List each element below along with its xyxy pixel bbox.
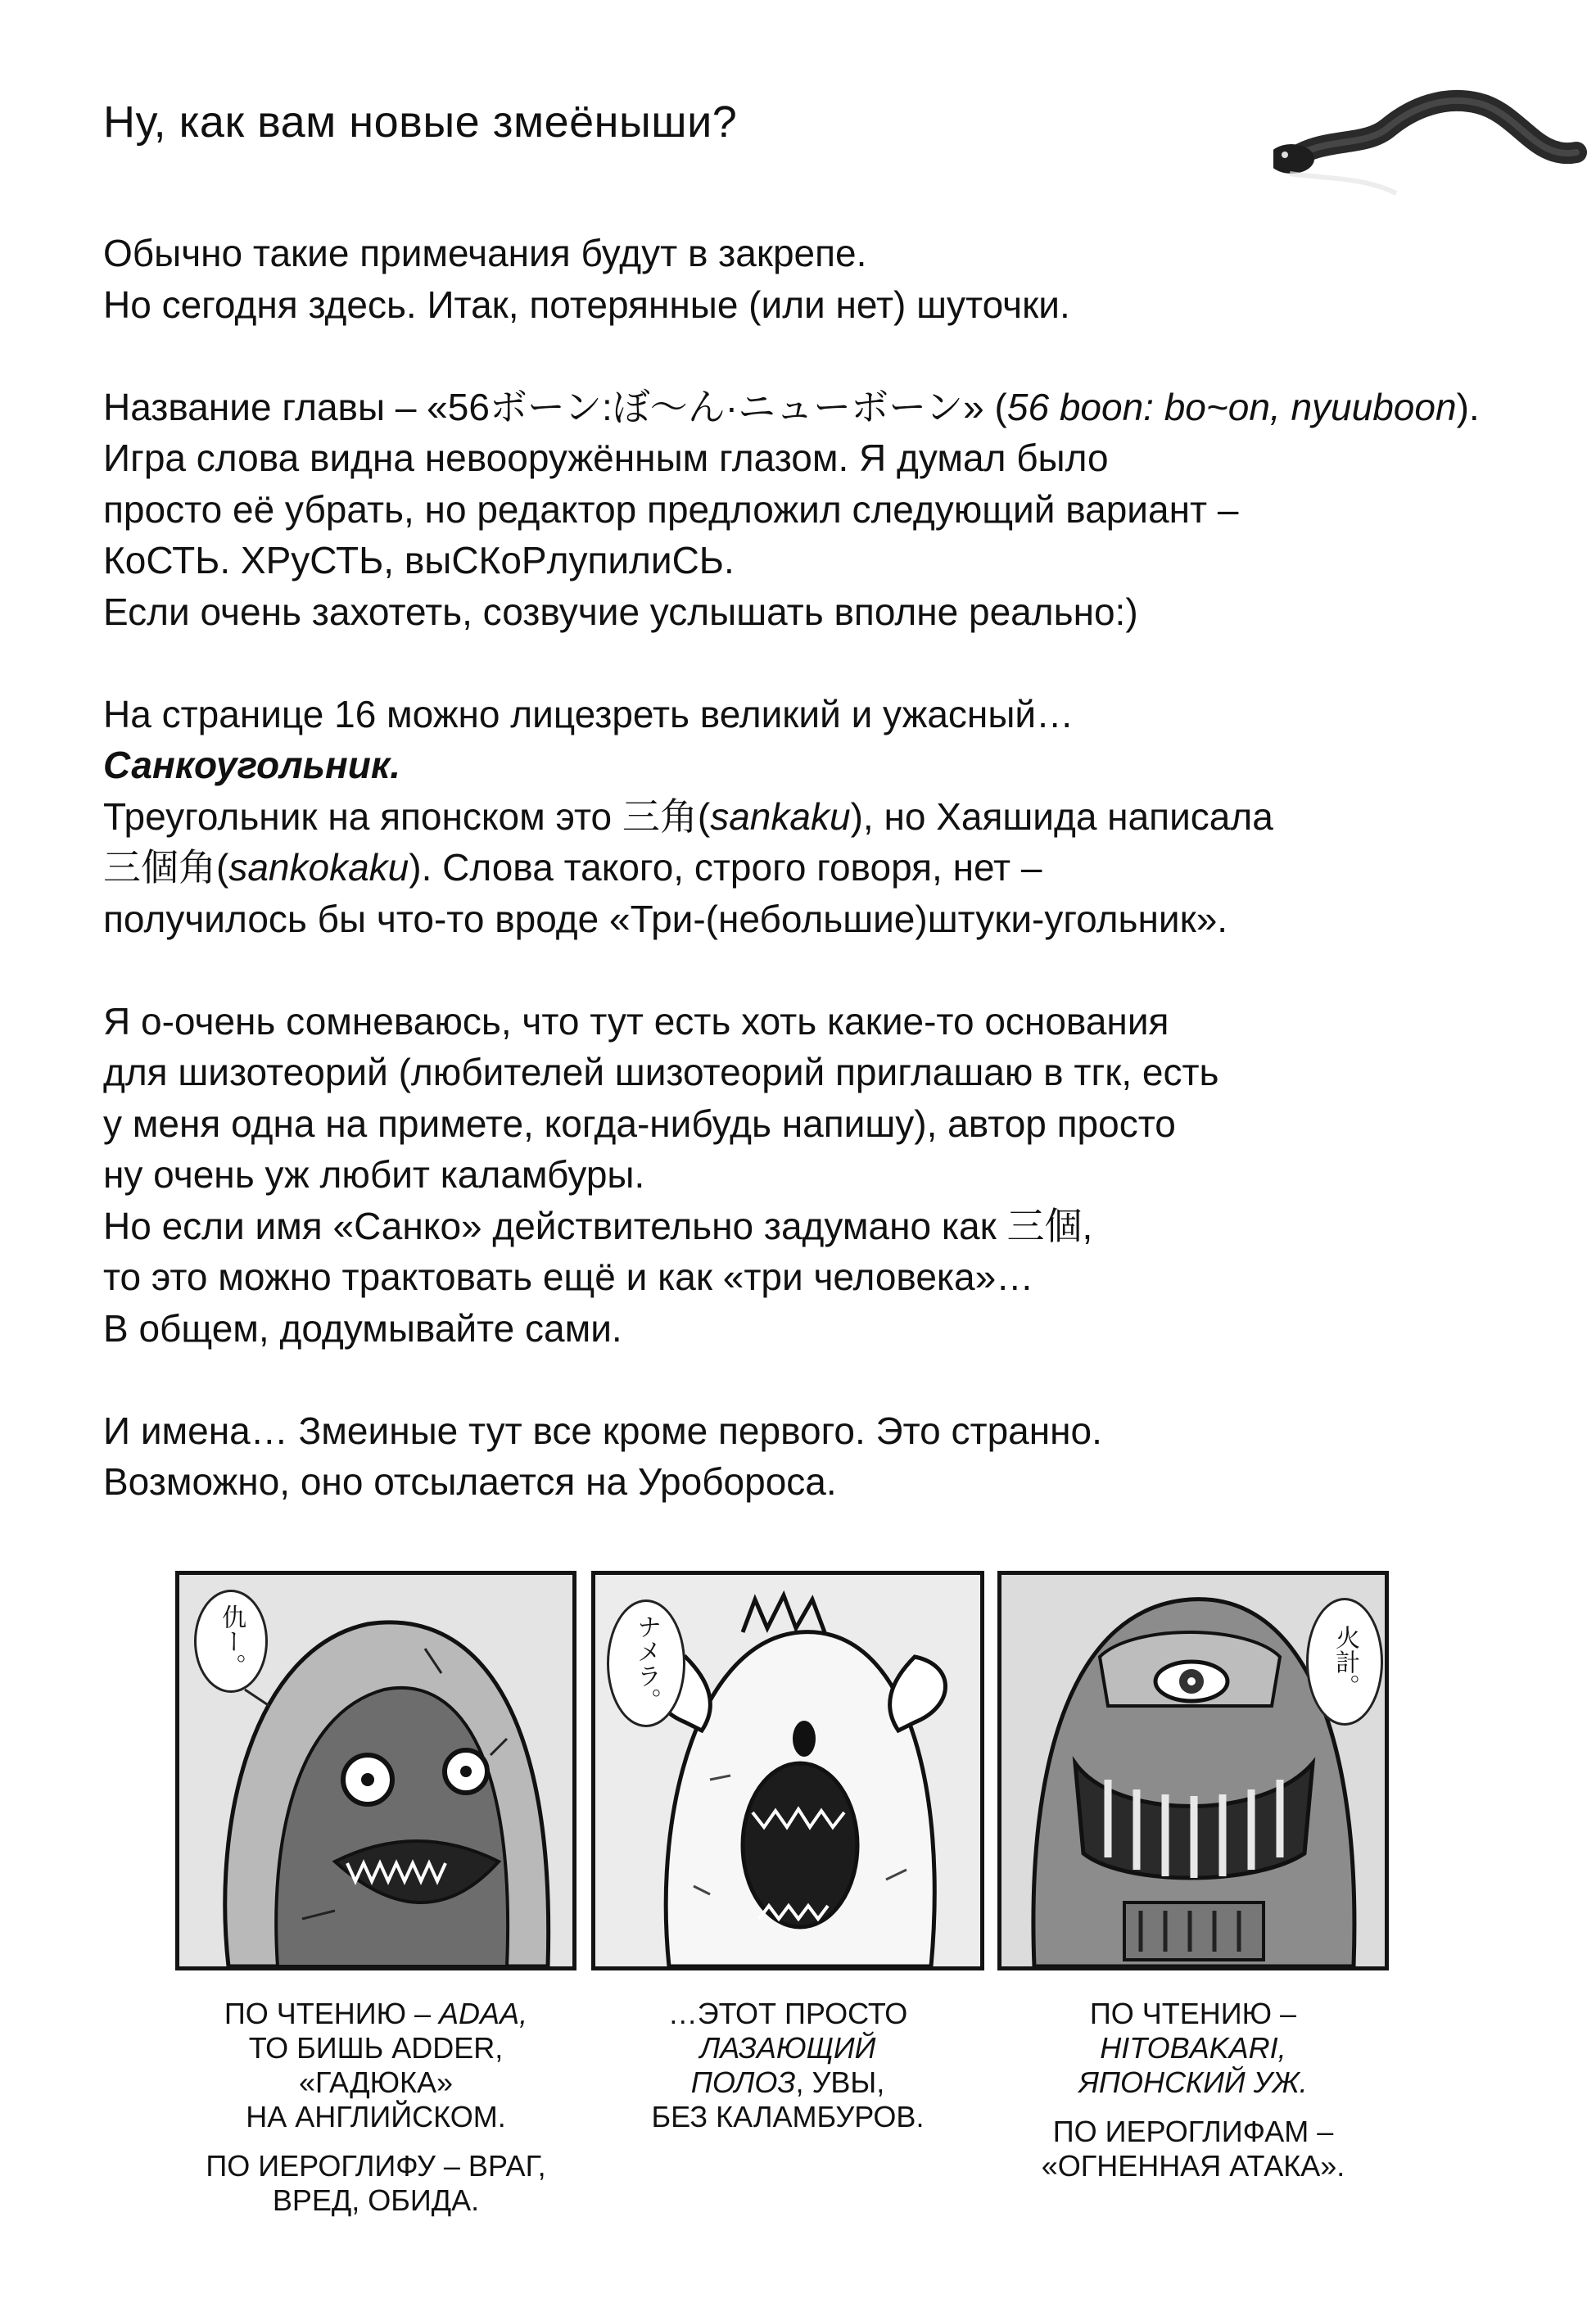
caption-span: , УВЫ, (795, 2065, 885, 2099)
text-line (103, 791, 1569, 843)
page-title: Ну, как вам новые змеёныши? (103, 97, 738, 147)
text-line: для шизотеорий (любителей шизотеорий приглашаю в тгк, есть (103, 1051, 1219, 1093)
caption-span: ПО ЧТЕНИЮ – (224, 1997, 440, 2030)
caption-line: ЯПОНСКИЙ УЖ. (1078, 2065, 1308, 2099)
speech-bubble: ナメラ。 (607, 1599, 685, 1727)
caption-line (175, 1997, 576, 2031)
caption-line: ПО ИЕРОГЛИФУ – ВРАГ, (206, 2149, 546, 2183)
caption-line: ВРЕД, ОБИДА. (272, 2183, 480, 2217)
text-line: Игра слова видна невооружённым глазом. Я думал было (103, 437, 1109, 479)
text-span: 三個角( (103, 846, 229, 889)
manga-panel-namera (591, 1571, 984, 1970)
paragraph-names (103, 1405, 1569, 1508)
text-line: Но если имя «Санко» действительно задумано как 三個, (103, 1204, 1093, 1247)
text-line: Но сегодня здесь. Итак, потерянные (или нет) шуточки. (103, 283, 1070, 326)
paragraph-intro (103, 228, 1569, 330)
text-line: И имена… Змеиные тут все кроме первого. Это странно. (103, 1409, 1102, 1452)
text-span: Название главы – «56ボーン:ぼ〜ん·ニューボーン» ( (103, 385, 1007, 428)
text-line: Если очень захотеть, созвучие услышать вполне реально:) (103, 590, 1138, 633)
caption-gap (175, 2134, 576, 2149)
speech-bubble: 火計。 (1306, 1598, 1383, 1726)
romaji-span: sankokaku (228, 846, 409, 889)
text-span: ). Слова такого, строго говоря, нет – (409, 846, 1042, 889)
caption-hitobakari (997, 1997, 1389, 2183)
romaji-span: sankaku (710, 794, 851, 838)
paragraph-triangle (103, 689, 1569, 945)
caption-line: ТО БИШЬ ADDER, (248, 2031, 504, 2065)
text-line: Возможно, оно отсылается на Уробороса. (103, 1460, 837, 1503)
caption-line: ПО ИЕРОГЛИФАМ – (1052, 2115, 1334, 2148)
text-span: ). (1456, 385, 1480, 428)
text-line: Я о-очень сомневаюсь, что тут есть хоть какие-то основания (103, 999, 1169, 1043)
caption-romaji: ПОЛОЗ (690, 2065, 796, 2099)
caption-line: ЛАЗАЮЩИЙ (699, 2031, 876, 2065)
text-line: у меня одна на примете, когда-нибудь напишу), автор просто (103, 1102, 1176, 1145)
text-line: получилось бы что-то вроде «Три-(небольшие)штуки-угольник». (103, 897, 1228, 940)
caption-romaji: ADAA, (439, 1997, 528, 2030)
caption-line: HITOBAKARI, (1100, 2031, 1286, 2065)
caption-adaa (175, 1997, 576, 2218)
text-line: Обычно такие примечания будут в закрепе. (103, 232, 867, 274)
caption-line: БЕЗ КАЛАМБУРОВ. (651, 2100, 925, 2133)
text-span: ), но Хаяшида написала (850, 794, 1273, 838)
caption-line: «ОГНЕННАЯ АТАКА». (1041, 2149, 1345, 2183)
caption-line: «ГАДЮКА» (298, 2065, 454, 2099)
caption-line (591, 2065, 984, 2100)
manga-panel-hitobakari (997, 1571, 1389, 1970)
text-line: На странице 16 можно лицезреть великий и ужасный… (103, 692, 1074, 735)
text-span: Треугольник на японском это 三角( (103, 794, 711, 838)
manga-panel-adaa (175, 1571, 576, 1970)
text-line: В общем, додумывайте сами. (103, 1306, 622, 1350)
text-line: ну очень уж любит каламбуры. (103, 1153, 645, 1196)
speech-bubble: 仇ー。 (194, 1590, 268, 1693)
paragraph-chapter-title (103, 382, 1569, 638)
text-line (103, 382, 1569, 433)
paragraph-theories (103, 996, 1569, 1355)
caption-gap (997, 2100, 1389, 2115)
snake-illustration (1273, 70, 1596, 226)
notes-body (103, 228, 1569, 1559)
text-line: просто её убрать, но редактор предложил следующий вариант – (103, 487, 1239, 531)
romaji-span: 56 boon: bo~on, nyuuboon (1006, 385, 1457, 428)
text-line: то это можно трактовать ещё и как «три человека»… (103, 1256, 1034, 1298)
caption-line: ПО ЧТЕНИЮ – (1089, 1997, 1297, 2030)
emphasis-line: Санкоугольник. (103, 744, 400, 786)
text-line (103, 842, 1569, 894)
caption-line: …ЭТОТ ПРОСТО (667, 1997, 908, 2030)
caption-line: НА АНГЛИЙСКОМ. (246, 2100, 506, 2133)
caption-namera (591, 1997, 984, 2134)
text-line: КоСТЬ. ХРуСТЬ, выСКоРлупилиСЬ. (103, 539, 735, 581)
